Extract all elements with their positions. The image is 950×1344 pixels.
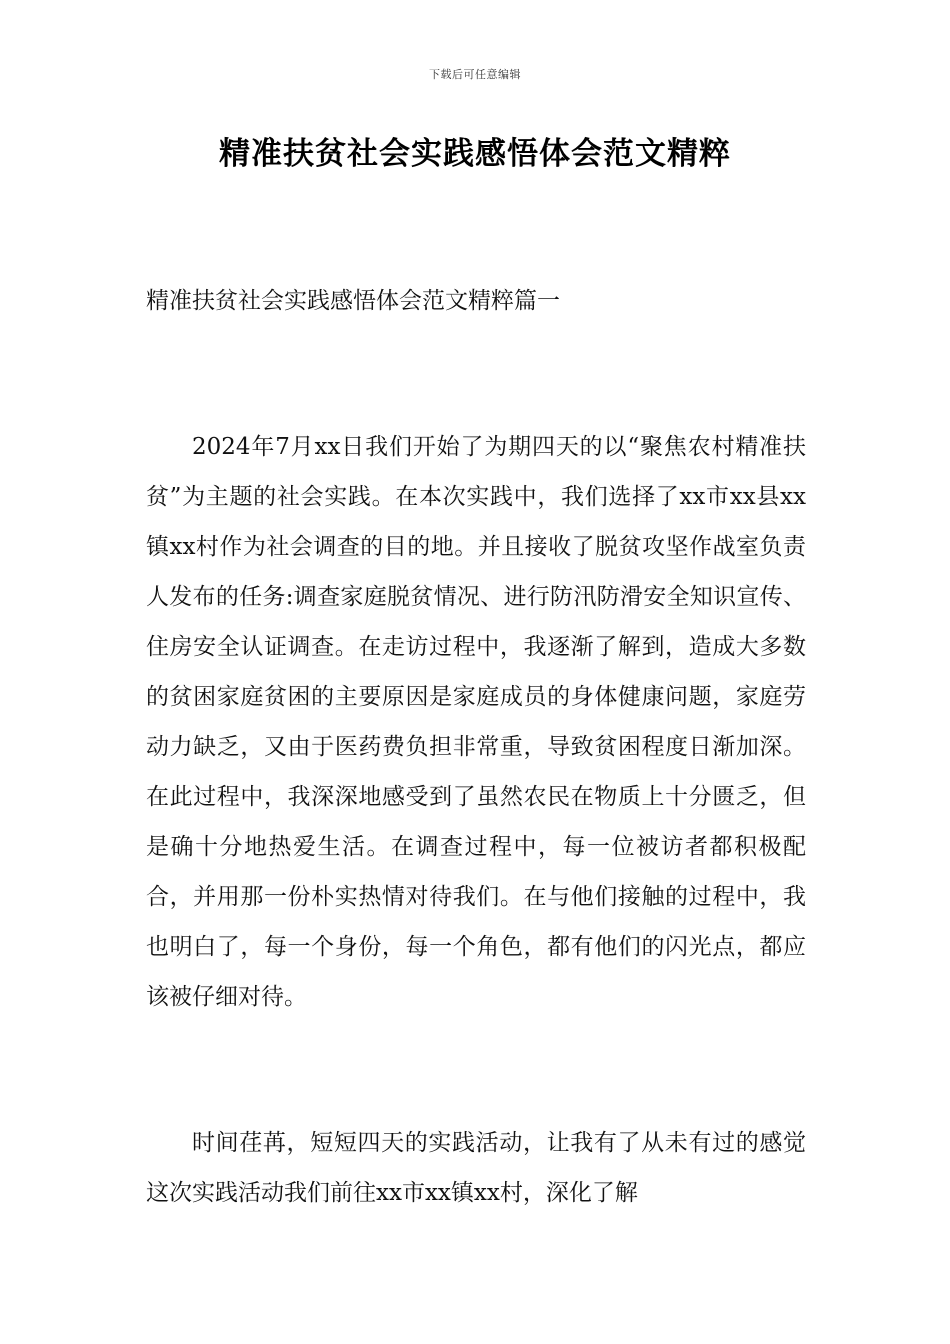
- header-note: 下载后可任意编辑: [429, 68, 521, 81]
- section-heading: 精准扶贫社会实践感悟体会范文精粹篇一: [146, 288, 560, 314]
- body-paragraph-2: 时间荏苒，短短四天的实践活动，让我有了从未有过的感觉这次实践活动我们前往xx市xx镇xx村，深化了解: [146, 1130, 806, 1206]
- body-paragraph-1: 2024年7月xx日我们开始了为期四天的以“聚焦农村精准扶贫”为主题的社会实践。在本次实践中，我们选择了xx市xx县xx镇xx村作为社会调查的目的地。并且接收了脱贫攻坚作战室负责人发布的任务:调查家庭脱贫情况、进行防汛防滑安全知识宣传、住房安全认证调查。在走访过程中，我逐渐了解到，造成大多数的贫困家庭贫困的主要原因是家庭成员的身体健康问题，家庭劳动力缺乏，又由于医药费负担非常重，导致贫困程度日渐加深。在此过程中，我深深地感受到了虽然农民在物质上十分匮乏，但是确十分地热爱生活。在调查过程中，每一位被访者都积极配合，并用那一份朴实热情对待我们。在与他们接触的过程中，我也明白了，每一个身份，每一个角色，都有他们的闪光点，都应该被仔细对待。: [146, 434, 806, 1010]
- document-title: 精准扶贫社会实践感悟体会范文精粹: [219, 136, 731, 172]
